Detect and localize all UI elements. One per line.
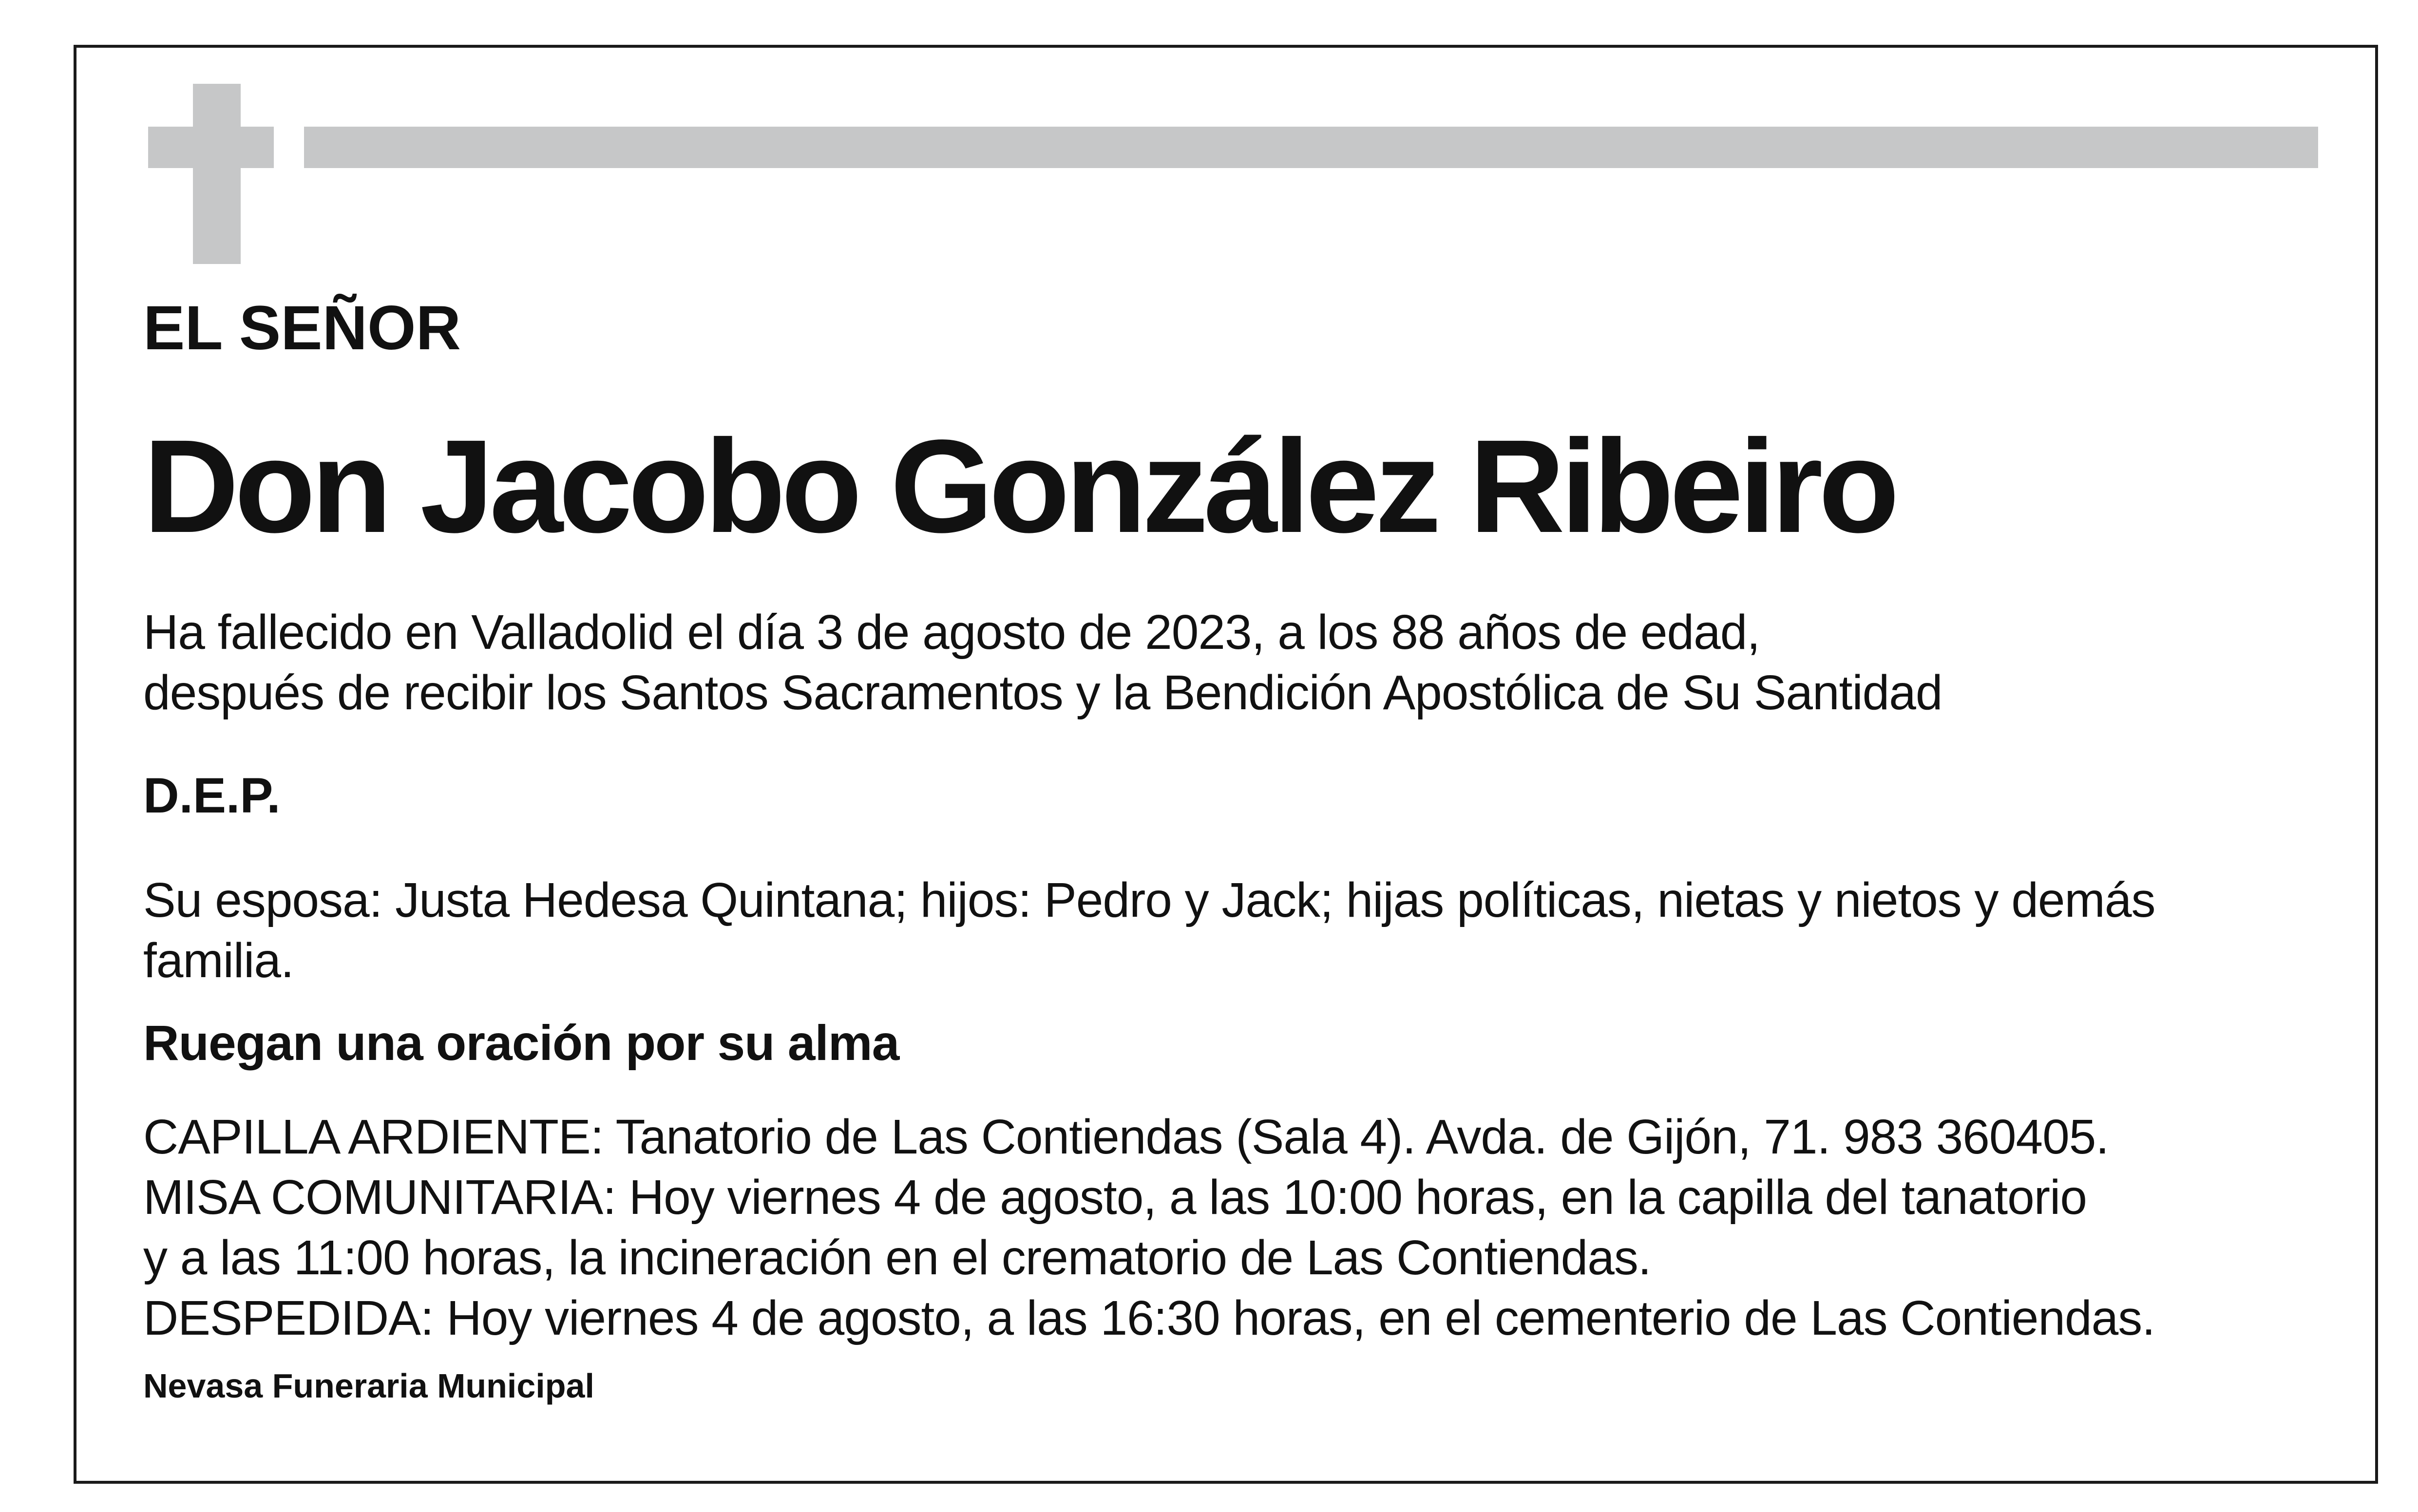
dep-label: D.E.P. bbox=[143, 768, 281, 823]
family-list bbox=[143, 870, 2155, 991]
prayer-request: Ruegan una oración por su alma bbox=[143, 1015, 899, 1071]
cross-vertical-bar bbox=[193, 84, 241, 264]
cross-horizontal-bar bbox=[148, 127, 274, 168]
funeral-home-credit: Nevasa Funeraria Municipal bbox=[143, 1367, 594, 1405]
death-notice-line: después de recibir los Santos Sacramentos y la Bendición Apostólica de Su Santidad bbox=[143, 665, 1942, 720]
death-notice-line: Ha fallecido en Valladolid el día 3 de agosto de 2023, a los 88 años de edad, bbox=[143, 605, 1760, 660]
service-details bbox=[143, 1107, 2155, 1348]
service-line-despedida: DESPEDIDA: Hoy viernes 4 de agosto, a las 16:30 horas, en el cementerio de Las Contiendas. bbox=[143, 1291, 2155, 1345]
service-line-misa: MISA COMUNITARIA: Hoy viernes 4 de agosto, a las 10:00 horas, en la capilla del tanatorio bbox=[143, 1170, 2087, 1225]
honorific: EL SEÑOR bbox=[143, 293, 461, 363]
service-line-capilla: CAPILLA ARDIENTE: Tanatorio de Las Contiendas (Sala 4). Avda. de Gijón, 71. 983 360405. bbox=[143, 1110, 2109, 1164]
death-notice bbox=[143, 602, 1942, 723]
service-line-incineracion: y a las 11:00 horas, la incineración en el crematorio de Las Contiendas. bbox=[143, 1230, 1651, 1285]
deceased-name: Don Jacobo González Ribeiro bbox=[143, 412, 1895, 560]
family-line: Su esposa: Justa Hedesa Quintana; hijos: Pedro y Jack; hijas políticas, nietas y nietos y demás bbox=[143, 873, 2155, 927]
header-rule bbox=[304, 127, 2318, 168]
family-line: familia. bbox=[143, 933, 294, 988]
